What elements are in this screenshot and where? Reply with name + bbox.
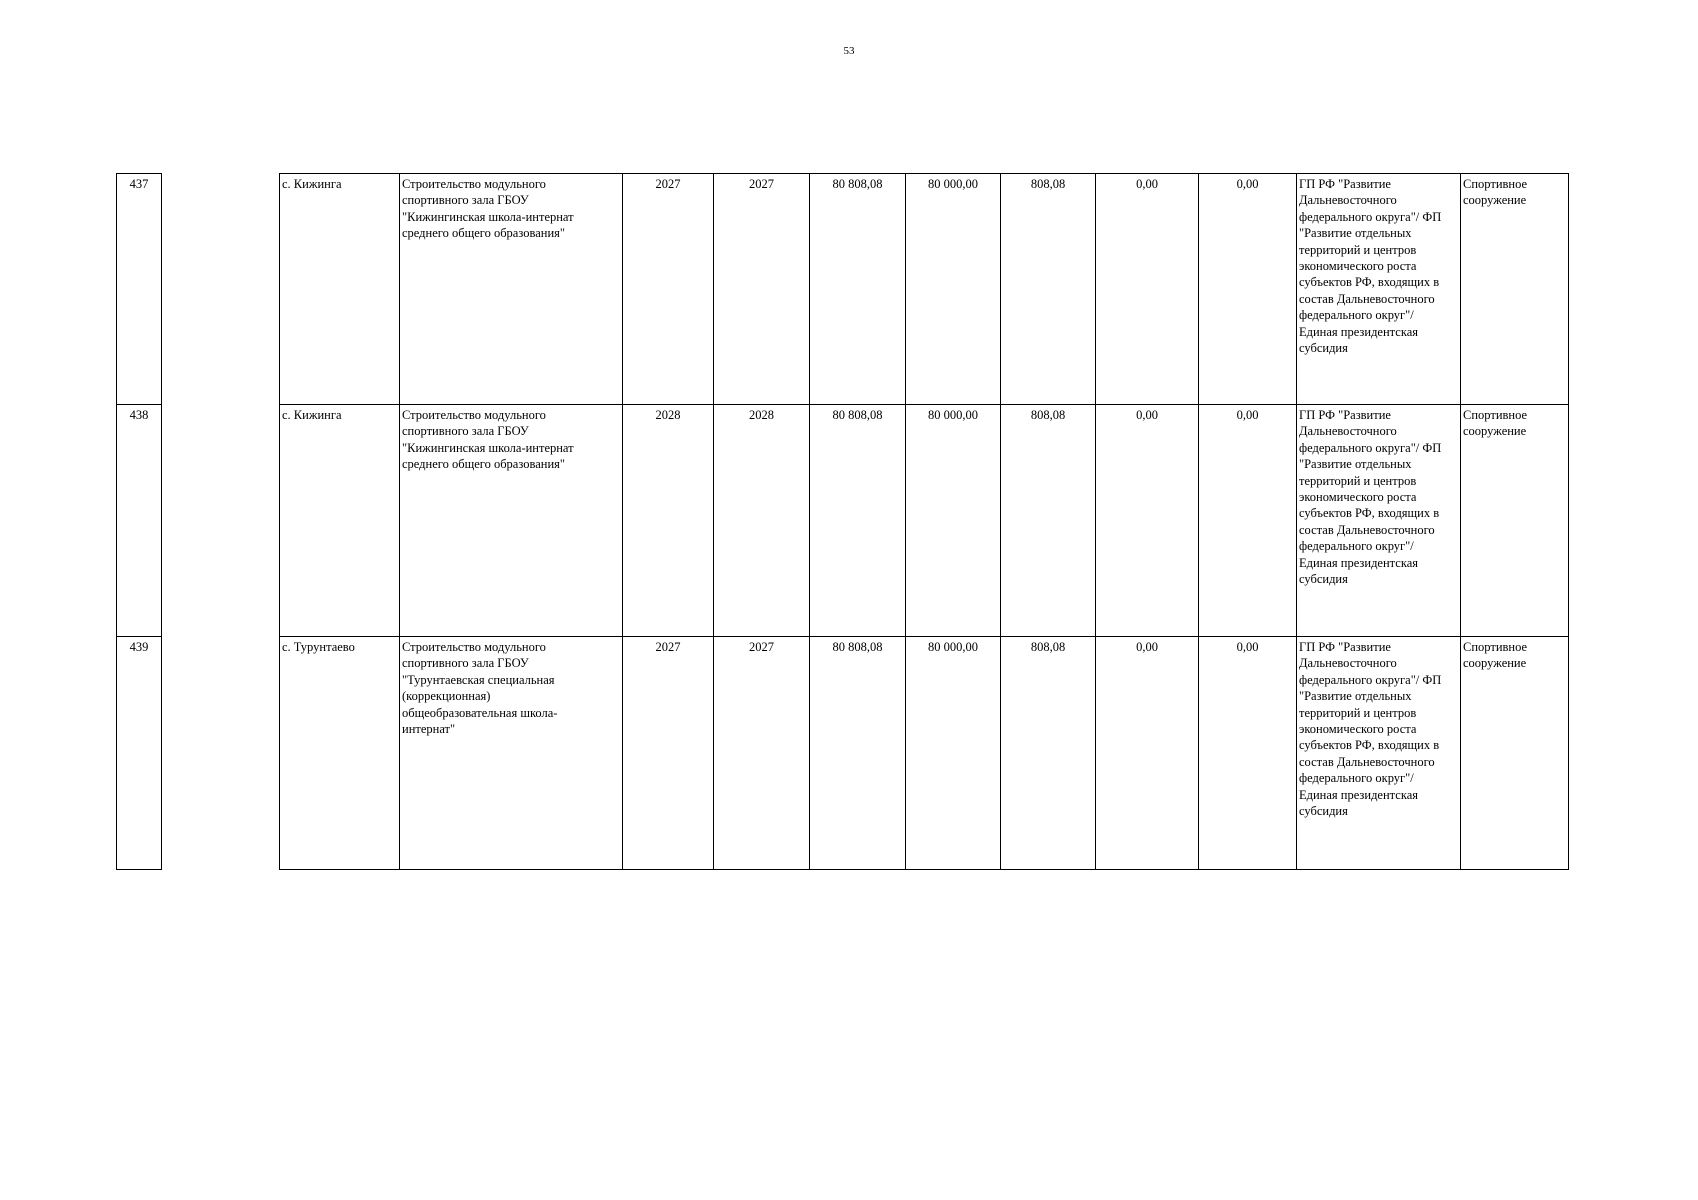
year-end-cell: 2027: [713, 636, 810, 870]
year-end-cell: 2028: [713, 404, 810, 637]
federal-amount-cell: 80 000,00: [905, 636, 1001, 870]
other-amount-cell: 0,00: [1198, 404, 1297, 637]
total-amount-cell: 80 808,08: [809, 404, 906, 637]
federal-amount-cell: 80 000,00: [905, 404, 1001, 637]
regional-amount-cell: 808,08: [1000, 173, 1096, 405]
program-cell: ГП РФ "Развитие Дальневосточного федерального округа"/ ФП "Развитие отдельных территорий и центров экономического роста субъектов РФ, входящих в состав Дальневосточного федерального округ"/ Единая президентская субсидия: [1296, 173, 1461, 405]
regional-amount-cell: 808,08: [1000, 404, 1096, 637]
year-start-cell: 2028: [622, 404, 714, 637]
federal-amount-cell: 80 000,00: [905, 173, 1001, 405]
object-type-cell: Спортивное сооружение: [1460, 636, 1569, 870]
object-cell: Строительство модульного спортивного зала ГБОУ "Турунтаевская специальная (коррекционная) общеобразовательная школа- интернат": [399, 636, 623, 870]
object-cell: Строительство модульного спортивного зала ГБОУ "Кижингинская школа-интернат среднего общего образования": [399, 173, 623, 405]
local-amount-cell: 0,00: [1095, 404, 1199, 637]
row-number: 439: [116, 636, 162, 870]
local-amount-cell: 0,00: [1095, 636, 1199, 870]
local-amount-cell: 0,00: [1095, 173, 1199, 405]
settlement-cell: с. Кижинга: [279, 404, 400, 637]
program-cell: ГП РФ "Развитие Дальневосточного федерального округа"/ ФП "Развитие отдельных территорий и центров экономического роста субъектов РФ, входящих в состав Дальневосточного федерального округ"/ Единая президентская субсидия: [1296, 404, 1461, 637]
other-amount-cell: 0,00: [1198, 636, 1297, 870]
object-type-cell: Спортивное сооружение: [1460, 173, 1569, 405]
regional-amount-cell: 808,08: [1000, 636, 1096, 870]
total-amount-cell: 80 808,08: [809, 636, 906, 870]
year-end-cell: 2027: [713, 173, 810, 405]
row-number: 438: [116, 404, 162, 637]
settlement-cell: с. Турунтаево: [279, 636, 400, 870]
year-start-cell: 2027: [622, 636, 714, 870]
settlement-cell: с. Кижинга: [279, 173, 400, 405]
year-start-cell: 2027: [622, 173, 714, 405]
row-number: 437: [116, 173, 162, 405]
total-amount-cell: 80 808,08: [809, 173, 906, 405]
object-type-cell: Спортивное сооружение: [1460, 404, 1569, 637]
other-amount-cell: 0,00: [1198, 173, 1297, 405]
page-number: 53: [843, 45, 855, 57]
program-cell: ГП РФ "Развитие Дальневосточного федерального округа"/ ФП "Развитие отдельных территорий и центров экономического роста субъектов РФ, входящих в состав Дальневосточного федерального округ"/ Единая президентская субсидия: [1296, 636, 1461, 870]
object-cell: Строительство модульного спортивного зала ГБОУ "Кижингинская школа-интернат среднего общего образования": [399, 404, 623, 637]
